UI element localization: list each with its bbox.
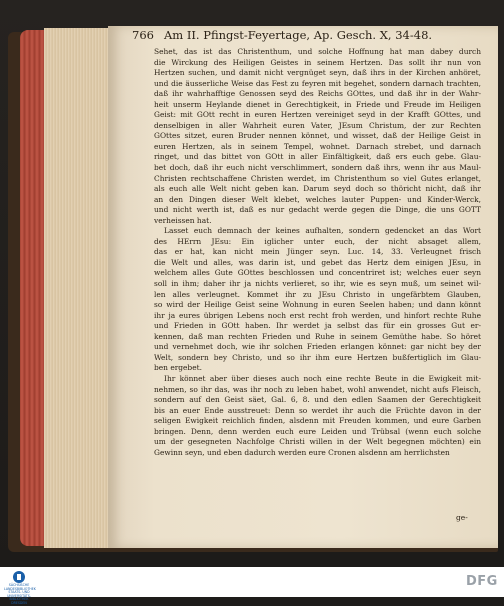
text-line: Ihr könnet aber über dieses auch noch eine rechte Beute in die Ewigkeit mit- [164, 373, 481, 383]
page-number: 766 [132, 28, 154, 42]
text-line: Sehet, das ist das Christenthum, und solche Hoffnung hat man dabey durch [154, 47, 481, 56]
text-line: bis an euer Ende ausstreuet: Denn so werdet ihr auch die Früchte davon in der [154, 405, 481, 415]
running-head [132, 28, 482, 44]
text-line: ihr ja eures übrigen Lebens noch erst recht froh werden, und hinfort rechte Ruhe [154, 310, 481, 320]
dfg-logo[interactable]: DFG [466, 574, 498, 589]
viewer-footer [0, 567, 504, 605]
text-line: heit unserm Heylande dienet in Gerechtigkeit, in Friede und Freude im Heiligen [154, 99, 481, 109]
text-line: euren Hertzen, als in seinem Tempel, wohnet. Darnach strebet, und darnach [154, 141, 481, 151]
text-line: Christen rechtschaffene Christen werdet, im Christenthum so viel Gutes erlanget, [154, 173, 481, 183]
page-stack [44, 28, 110, 548]
text-line: GOttes sitzet, euren Bruder nennen könnet, und wisset, daß der Heilige Geist in [154, 131, 481, 141]
text-line: kennen, daß man rechten Frieden und Ruhe in seinem Gemüthe habe. So höret [154, 331, 481, 341]
text-line: die Welt und alles, was darin ist, und gebet das Hertz dem einigen JEsu, in [154, 257, 481, 267]
text-line: welchem alles Gute GOttes beschlossen und concentriret ist; welches euer seyn [154, 268, 481, 278]
text-line: daß ihr wahrhafftige Genossen seyd des Reichs GOttes, und daß ihr in der Wahr- [154, 89, 481, 99]
text-line: so wird der Heilige Geist seine Wohnung in euren Seelen haben; und dann könnt [154, 300, 481, 310]
slub-logo[interactable] [4, 570, 36, 605]
text-line: seligen Ewigkeit reichlich finden, alsdenn mit Freuden kommen, und eure Garben [154, 416, 481, 426]
text-line: um der gesegneten Nachfolge Christi willen in der Welt begegnen möchten) ein [154, 437, 481, 447]
text-line: das er hat, kan nicht mein Jünger seyn. Luc. 14, 33. Verleugnet frisch [154, 247, 481, 257]
text-line: die Wirckung des Heiligen Geistes in seinem Hertzen. Das sollt ihr nun von [154, 57, 481, 67]
text-line: an den Dingen dieser Welt klebet, welches lauter Puppen- und Kinder-Werck, [154, 194, 481, 204]
text-line: ben ergebet. [154, 363, 202, 373]
text-line: und die äusserliche Weise das Fest zu feyren mit begehet, sondern darnach trachten, [154, 78, 481, 88]
text-line: Welt, sondern bey Christo, und so ihr ihm eure Hertzen bußfertiglich im Glau- [154, 352, 481, 362]
text-line: bringen. Denn, denn werden euch eure Leiden und Trübsal (wenn euch solche [154, 426, 481, 436]
text-line: als euch alle Welt nicht geben kan. Darum seyd doch so thöricht nicht, daß ihr [154, 184, 481, 194]
slub-logo-icon [13, 571, 25, 583]
text-line: sondern auf den Geist säet, Gal. 6, 8. und den edlen Saamen der Gerechtigkeit [154, 395, 481, 405]
text-line: nehmen, so ihr das, was ihr noch zu leben habet, wohl anwendet, nicht aufs Fleisch, [154, 384, 481, 394]
text-line: Lasset euch demnach der keines aufhalten, sondern gedencket an das Wort [164, 226, 481, 236]
page-header-title: Am II. Pfingst-Feyertage, Ap. Gesch. X, 34-48. [163, 28, 433, 42]
text-line: Hertzen suchen, und damit nicht vergnüget seyn, daß ihrs in der Kirchen anhöret, [154, 68, 481, 78]
text-line: verheissen hat. [154, 215, 212, 225]
text-line: Gewinn seyn, und eben dadurch werden eure Cronen alsdenn am herrlichsten [154, 447, 450, 457]
text-line: des HErrn JEsu: Ein iglicher unter euch, der nicht absaget allem, [154, 236, 481, 246]
slub-logo-text: SÄCHSISCHE LANDESBIBLIOTHEK STAATS- UND UNIVERSITÄTS-BIBLIOTHEK DRESDEN [4, 583, 36, 605]
text-line: ringet, und das bittet von GOtt in aller Einfältigkeit, daß ers euch gebe. Glau- [154, 152, 481, 162]
text-line: Geist: mit GOtt recht in euren Hertzen vereiniget seyd in der Krafft GOttes, und [154, 110, 481, 120]
text-line: soll in ihm; daher ihr ja nichts verlieret, so ihr, wie es seyn muß, um seinet wil- [154, 279, 481, 289]
book-fore-edge [20, 30, 46, 546]
text-line: und Frieden in GOtt haben. Ihr werdet ja selbst das für ein grosses Gut er- [154, 321, 481, 331]
body-text [154, 47, 481, 458]
text-line: len alles verleugnet. Kommet ihr zu JEsu Christo in ungefärbtem Glauben, [154, 289, 481, 299]
text-line: und nicht werth ist, daß es nur gedacht werde gegen die Dinge, die uns GOTT [154, 205, 481, 215]
text-line: denselbigen in aller Wahrheit euren Vater, JEsum Christum, der zur Rechten [154, 120, 481, 130]
text-line: und vernehmet doch, wie ihr solchen Frieden erlangen könnet: gar nicht bey der [154, 342, 481, 352]
text-line: bet doch, daß ihr euch nicht verschlimmert, sondern daß ihrs, wenn ihr aus Maul- [154, 163, 481, 173]
catchword: ge- [456, 513, 468, 522]
